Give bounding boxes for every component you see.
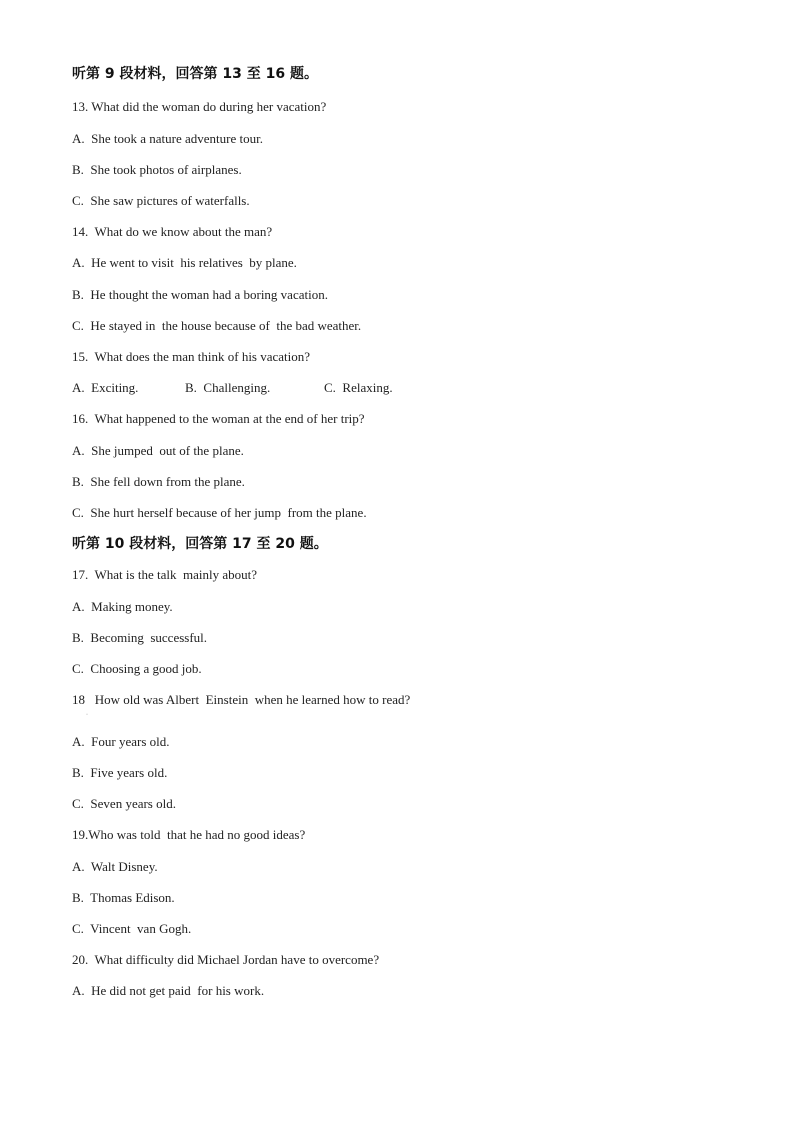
question-14-option-c: C. He stayed in the house because of the bad weather. <box>72 318 362 333</box>
question-20: 20. What difficulty did Michael Jordan have to overcome? <box>72 952 380 967</box>
question-13-option-a: A. She took a nature adventure tour. <box>72 131 263 146</box>
question-20-option-a: A. He did not get paid for his work. <box>72 983 265 998</box>
question-19-option-a: A. Walt Disney. <box>72 859 158 874</box>
question-13-option-b: B. She took photos of airplanes. <box>72 162 242 177</box>
question-15-option-c: C. Relaxing. <box>324 380 393 395</box>
question-19: 19.Who was told that he had no good ideas? <box>72 827 306 842</box>
section-9-heading: 听第 9 段材料，回答第 13 至 16 题。 <box>72 66 318 82</box>
question-18-option-c: C. Seven years old. <box>72 796 176 811</box>
question-13-option-c: C. She saw pictures of waterfalls. <box>72 193 250 208</box>
question-19-option-c: C. Vincent van Gogh. <box>72 921 192 936</box>
question-17-option-a: A. Making money. <box>72 599 173 614</box>
question-18-option-b: B. Five years old. <box>72 765 168 780</box>
question-17-option-c: C. Choosing a good job. <box>72 661 202 676</box>
question-18-option-a: A. Four years old. <box>72 734 170 749</box>
question-16-option-a: A. She jumped out of the plane. <box>72 443 244 458</box>
question-14-option-a: A. He went to visit his relatives by plane. <box>72 255 297 270</box>
question-16: 16. What happened to the woman at the end of her trip? <box>72 411 365 426</box>
stray-mark: · <box>86 712 88 718</box>
question-17: 17. What is the talk mainly about? <box>72 567 257 582</box>
question-16-option-b: B. She fell down from the plane. <box>72 474 245 489</box>
question-13: 13. What did the woman do during her vacation? <box>72 99 327 114</box>
question-18: 18 How old was Albert Einstein when he learned how to read? <box>72 692 411 707</box>
question-15-option-b: B. Challenging. <box>185 380 271 395</box>
section-10-heading: 听第 10 段材料，回答第 17 至 20 题。 <box>72 536 328 552</box>
question-14-option-b: B. He thought the woman had a boring vacation. <box>72 287 328 302</box>
question-14: 14. What do we know about the man? <box>72 224 273 239</box>
question-15: 15. What does the man think of his vacation? <box>72 349 311 364</box>
question-15-option-a: A. Exciting. <box>72 380 139 395</box>
question-16-option-c: C. She hurt herself because of her jump from the plane. <box>72 505 367 520</box>
question-19-option-b: B. Thomas Edison. <box>72 890 175 905</box>
question-17-option-b: B. Becoming successful. <box>72 630 208 645</box>
